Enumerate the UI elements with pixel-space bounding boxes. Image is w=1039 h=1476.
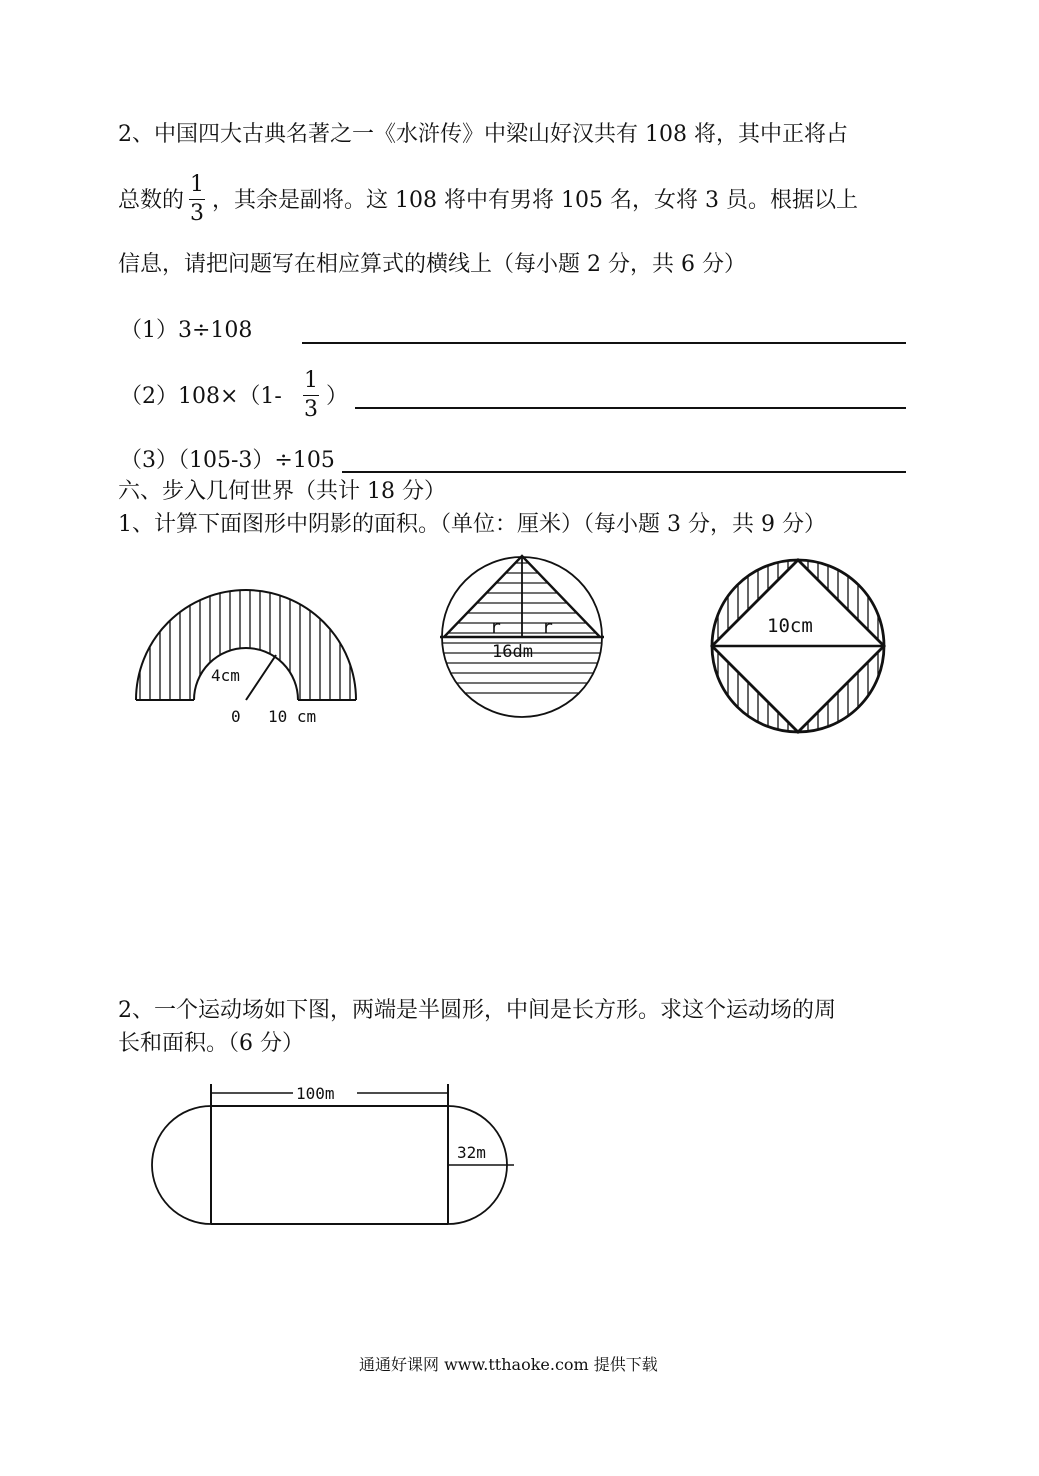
footer-text: 通通好课网 www.tthaoke.com 提供下载: [359, 1355, 658, 1374]
frac-denominator: 3: [190, 201, 204, 226]
fig2-label-r2: r: [542, 617, 553, 638]
section6-q1: 1、计算下面图形中阴影的面积。（单位：厘米）（每小题 3 分，共 9 分）: [118, 512, 826, 537]
answer-line-1[interactable]: [302, 342, 906, 344]
frac-denominator: 3: [304, 397, 318, 422]
q2-line1: 2、中国四大古典名著之一《水浒传》中梁山好汉共有 108 将，其中正将占: [118, 122, 848, 147]
q2-item2-suffix: ）: [326, 384, 349, 409]
q2-item1: （1）3÷108: [120, 318, 253, 343]
figure-circle-triangle: [432, 548, 612, 728]
q2-fraction: [189, 174, 205, 225]
answer-line-2[interactable]: [355, 407, 906, 409]
frac-bar: [189, 199, 205, 200]
q2-item2-prefix: （2）108×（1-: [120, 384, 282, 409]
q2-item2-fraction: [303, 370, 319, 421]
q2-line2-rest: ，其余是副将。这 108 将中有男将 105 名，女将 3 员。根据以上: [212, 188, 858, 213]
q2-line3: 信息，请把问题写在相应算式的横线上（每小题 2 分，共 6 分）: [118, 252, 746, 277]
figure-stadium: [145, 1078, 525, 1238]
fig4-label-length: 100m: [296, 1084, 335, 1103]
section6-q2-line1: 2、一个运动场如下图，两端是半圆形，中间是长方形。求这个运动场的周: [118, 998, 836, 1023]
q2-line2-prefix: 总数的: [118, 188, 185, 213]
figure-circle-square: [703, 552, 893, 742]
fig2-label-base: 16dm: [492, 642, 533, 662]
fig1-label-o: 0: [231, 707, 241, 726]
fig2-label-r1: r: [490, 617, 501, 638]
frac-bar: [303, 395, 319, 396]
fig4-label-width: 32m: [457, 1143, 486, 1162]
figure-half-annulus: [125, 540, 365, 730]
answer-line-3[interactable]: [342, 471, 906, 473]
q2-item3: （3）（105-3）÷105: [120, 448, 335, 473]
fig1-label-inner: 4cm: [211, 666, 240, 685]
frac-numerator: 1: [190, 172, 204, 197]
section6-title: 六、步入几何世界（共计 18 分）: [118, 479, 446, 504]
fig1-label-outer: 10 cm: [268, 707, 317, 726]
section6-q2-line2: 长和面积。（6 分）: [118, 1031, 304, 1056]
frac-numerator: 1: [304, 368, 318, 393]
fig3-label-side: 10cm: [767, 615, 813, 637]
